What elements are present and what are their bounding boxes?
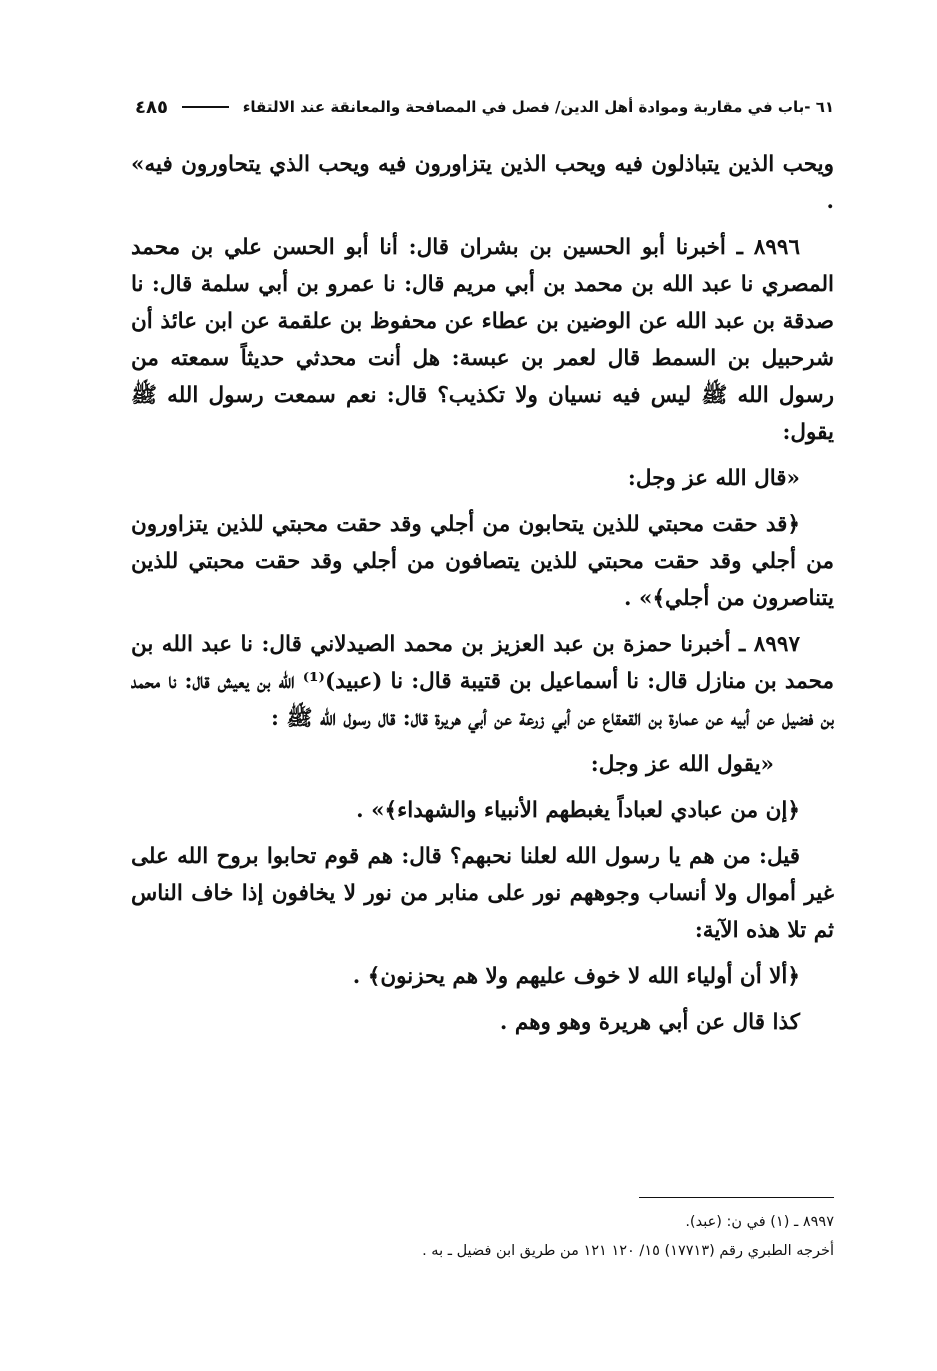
verse-quote: ﴿ألا أن أولياء الله لا خوف عليهم ولا هم يحزنون﴾ . xyxy=(352,964,800,989)
chapter-title: ٦١ -باب في مقاربة وموادة أهل الدين/ فصل في المصافحة والمعانقة عند الالتقاء xyxy=(242,98,834,116)
hadith-8997: ٨٩٩٧ ـ أخبرنا حمزة بن عبد العزيز بن محمد الصيدلاني قال: نا عبد الله بن محمد بن منازل قال: نا أسماعيل بن قتيبة قال: نا (عبيد)⁽¹⁾ الله بن يعيش قال: نا محمد بن فضيل عن أبيه عن عمارة بن القعقاع عن أبي زرعة عن أبي هريرة قال: قال رسول الله ﷺ : xyxy=(131,632,834,731)
running-header xyxy=(131,92,834,122)
footnote-1: ٨٩٩٧ ـ (١) في ن: (عبد). xyxy=(685,1214,834,1230)
footnote-2: أخرجه الطبري رقم (١٧٧١٣) ١٥/ ١٢٠ ١٢١ من طريق ابن فضيل ـ به . xyxy=(422,1243,834,1259)
book-page xyxy=(131,92,834,1259)
header-rule xyxy=(182,106,229,108)
paragraph-continuation: ويحب الذين يتباذلون فيه ويحب الذين يتزاورون فيه ويحب الذي يتحاورون فيه» . xyxy=(131,152,834,214)
hadith-qudsi-text-1: ﴿قد حقت محبتي للذين يتحابون من أجلي وقد حقت محبتي للذين يتزاورون من أجلي وقد حقت محبتي للذين يتصافون من أجلي وقد حقت محبتي للذين يتناصرون من أجلي﴾» . xyxy=(131,512,834,611)
quote-intro-2: «يقول الله عز وجل: xyxy=(590,752,774,777)
quote-intro-1: «قال الله عز وجل: xyxy=(627,466,800,491)
hadith-qudsi-text-2: ﴿إن من عبادي لعباداً يغبطهم الأنبياء والشهداء﴾» . xyxy=(356,798,800,823)
main-text xyxy=(131,146,834,1041)
page-number: ٤٨٥ xyxy=(135,96,168,118)
paragraph-question: قيل: من هم يا رسول الله لعلنا نحبهم؟ قال: هم قوم تحابوا بروح الله على غير أموال ولا أنساب وجوههم نور على منابر من نور لا يخافون إذا خاف الناس ثم تلا هذه الآية: xyxy=(131,844,834,943)
hadith-8996: ٨٩٩٦ ـ أخبرنا أبو الحسين بن بشران قال: أنا أبو الحسن علي بن محمد المصري نا عبد الله بن محمد بن أبي مريم قال: نا عمرو بن أبي سلمة قال: نا صدقة بن عبد الله عن الوضين بن عطاء عن محفوظ بن علقمة عن ابن عائذ أن شرحبيل بن السمط قال لعمر بن عبسة: هل أنت محدثي حديثاً سمعته من رسول الله ﷺ ليس فيه نسيان ولا تكذيب؟ قال: نعم سمعت رسول الله ﷺ يقول: xyxy=(131,235,834,445)
closing-remark: كذا قال عن أبي هريرة وهو وهم . xyxy=(499,1010,800,1035)
footnote-rule xyxy=(639,1197,834,1198)
footnotes xyxy=(131,1197,834,1266)
